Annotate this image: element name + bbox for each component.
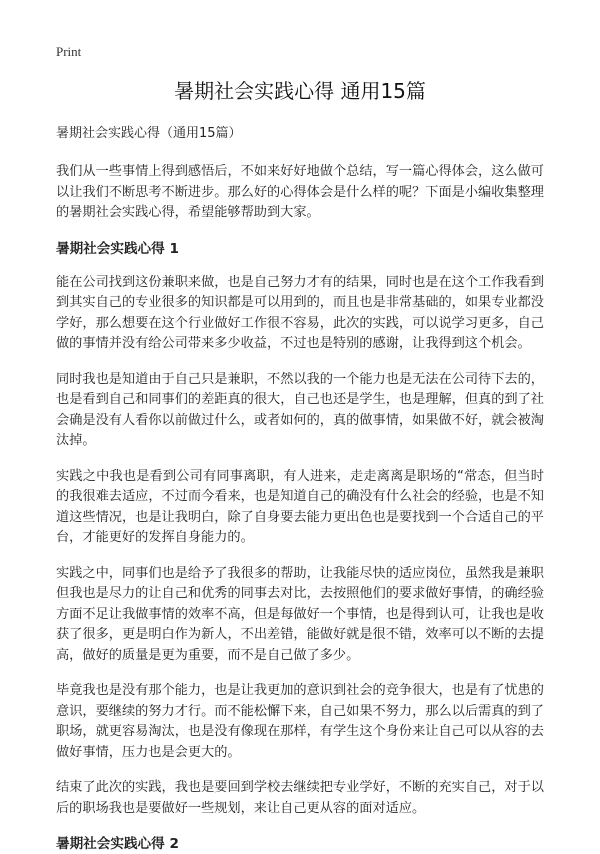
subtitle: 暑期社会实践心得（通用15篇）: [56, 126, 242, 141]
paragraph: 能在公司找到这份兼职来做，也是自己努力才有的结果，同时也是在这个工作我看到到其实自己的专业很多的知识都是可以用到的，而且也是非常基础的，如果专业都没学好，那么想要在这个行业做好工作很不容易，此次的实践，可以说学习更多，自己做的事情并没有给公司带来多少收益，不过也是特别的感谢，让我得到这个机会。: [56, 274, 544, 351]
print-label[interactable]: Print: [56, 44, 82, 59]
paragraph: 毕竟我也是没有那个能力，也是让我更加的意识到社会的竞争很大，也是有了忧患的意识，要继续的努力才行。而不能松懈下来，自己如果不努力，那么以后需真的到了职场，就更容易淘汰，也是没有像现在那样，有学生这个身份来让自己可以从容的去做好事情，压力也是会更大的。: [56, 683, 544, 760]
page-title: 暑期社会实践心得 通用15篇: [174, 79, 426, 103]
paragraph: 结束了此次的实践，我也是要回到学校去继续把专业学好，不断的充实自己，对于以后的职场我也是要做好一些规划，来让自己更从容的面对适应。: [56, 780, 544, 816]
paragraph: 实践之中我也是看到公司有同事离职，有人进来，走走离离是职场的“常态，但当时的我很难去适应，不过而今看来，也是知道自己的确没有什么社会的经验，也是不知道这些情况，也是让我明白，除了自身要去能力更出色也是要找到一个合适自己的平台，才能更好的发挥自身能力的。: [56, 468, 544, 545]
paragraph: 实践之中，同事们也是给予了我很多的帮助，让我能尽快的适应岗位，虽然我是兼职但我也是尽力的让自己和优秀的同事去对比，去按照他们的要求做好事情，的确经验方面不足让我做事情的效率不高，但是每做好一个事情，也是得到认可，让我也是收获了很多，更是明白作为新人，不出差错，能做好就是很不错，效率可以不断的去提高，做好的质量是更为重要，而不是自己做了多少。: [56, 565, 544, 663]
section-heading-2: 暑期社会实践心得 2: [56, 836, 179, 852]
paragraph: 同时我也是知道由于自己只是兼职，不然以我的一个能力也是无法在公司待下去的，也是看到自己和同事们的差距真的很大，自己也还是学生，也是理解，但真的到了社会确是没有人看你以前做过什么，或者如何的，真的做事情，如果做不好，就会被淘汰掉。: [56, 371, 544, 448]
section-heading-1: 暑期社会实践心得 1: [56, 240, 179, 257]
intro-paragraph: 我们从一些事情上得到感悟后，不如来好好地做个总结，写一篇心得体会，这么做可以让我们不断思考不断进步。那么好的心得体会是什么样的呢？下面是小编收集整理的暑期社会实践心得，希望能够帮助到大家。: [56, 164, 544, 220]
